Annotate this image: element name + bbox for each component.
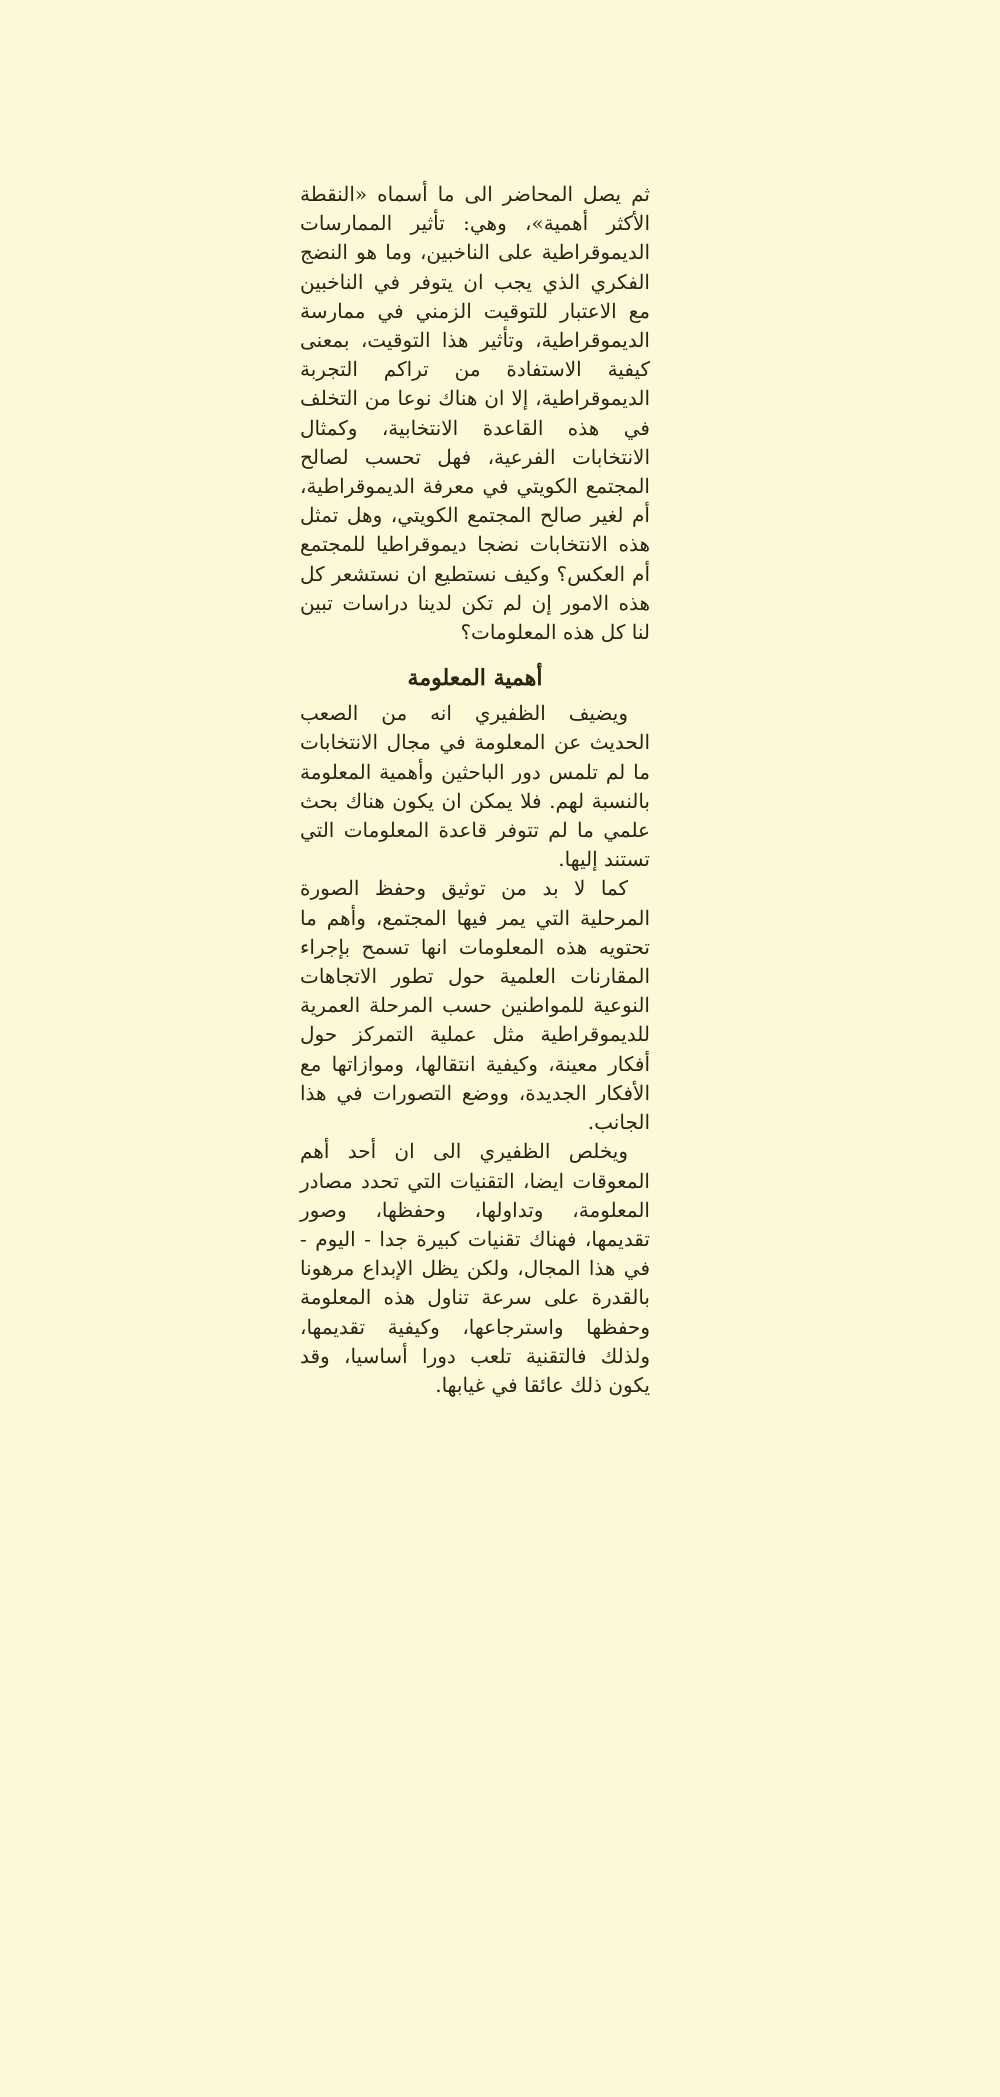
article-paragraph-1: ثم يصل المحاضر الى ما أسماه «النقطة الأكثر أهمية»، وهي: تأثير الممارسات الديموقراطية على الناخبين، وما هو النضج الفكري الذي يجب ان يتوفر في الناخبين مع الاعتبار للتوقيت الزمني في ممارسة الديموقراطية، وتأثير هذا التوقيت، بمعنى كيفية الاستفادة من تراكم التجربة الديموقراطية، إلا ان هناك نوعا من التخلف في هذه القاعدة الانتخابية، وكمثال الانتخابات الفرعية، فهل تحسب لصالح المجتمع الكويتي في معرفة الديموقراطية، أم لغير صالح المجتمع الكويتي، وهل تمثل هذه الانتخابات نضجا ديموقراطيا للمجتمع أم العكس؟ وكيف نستطيع ان نستشعر كل هذه الامور إن لم تكن لدينا دراسات تبين لنا كل هذه المعلومات؟	[300, 182, 650, 645]
article-paragraph-3: كما لا بد من توثيق وحفظ الصورة المرحلية التي يمر فيها المجتمع، وأهم ما تحتويه هذه المعلومات انها تسمح بإجراء المقارنات العلمية حول تطور الاتجاهات النوعية للمواطنين حسب المرحلة العمرية للديموقراطية مثل عملية التمركز حول أفكار معينة، وكيفية انتقالها، وموازاتها مع الأفكار الجديدة، ووضع التصورات في هذا الجانب.	[300, 876, 650, 1135]
article-paragraph-2: ويضيف الظفيري انه من الصعب الحديث عن المعلومة في مجال الانتخابات ما لم تلمس دور الباحثين وأهمية المعلومة بالنسبة لهم. فلا يمكن ان يكون هناك بحث علمي ما لم تتوفر قاعدة المعلومات التي تستند إليها.	[300, 701, 650, 872]
article-subheading: أهمية المعلومة	[407, 665, 543, 692]
newspaper-article-column	[300, 180, 650, 1940]
article-paragraph-4: ويخلص الظفيري الى ان أحد أهم المعوقات ايضا، التقنيات التي تحدد مصادر المعلومة، وتداولها، وحفظها، وصور تقديمها، فهناك تقنيات كبيرة جدا - اليوم - في هذا المجال، ولكن يظل الإبداع مرهونا بالقدرة على سرعة تناول هذه المعلومة وحفظها واسترجاعها، وكيفية تقديمها، ولذلك فالتقنية تلعب دورا أساسيا، وقد يكون ذلك عائقا في غيابها.	[300, 1139, 650, 1397]
